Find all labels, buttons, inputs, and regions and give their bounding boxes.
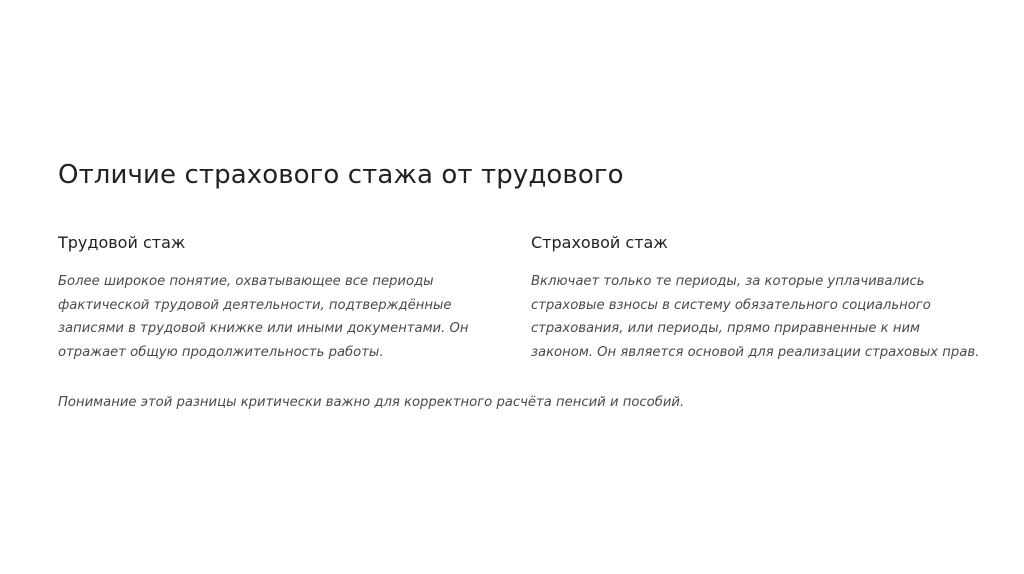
slide-title: Отличие страхового стажа от трудового bbox=[58, 160, 624, 190]
insurance-experience-heading: Страховой стаж bbox=[531, 233, 668, 252]
labor-experience-column bbox=[58, 233, 498, 364]
summary-note: Понимание этой разницы критически важно для корректного расчёта пенсий и пособий. bbox=[58, 395, 685, 410]
labor-experience-text: Более широкое понятие, охватывающее все периоды фактической трудовой деятельности, подтверждённые записями в трудовой книжке или иными документами. Он отражает общую продолжительность работы. bbox=[58, 274, 469, 360]
insurance-experience-text: Включает только те периоды, за которые уплачивались страховые взносы в систему обязательного социального страхования, или периоды, прямо приравненные к ним законом. Он является основой для реализации страховых прав. bbox=[531, 274, 980, 360]
labor-experience-heading: Трудовой стаж bbox=[58, 233, 186, 252]
insurance-experience-column bbox=[531, 233, 981, 364]
